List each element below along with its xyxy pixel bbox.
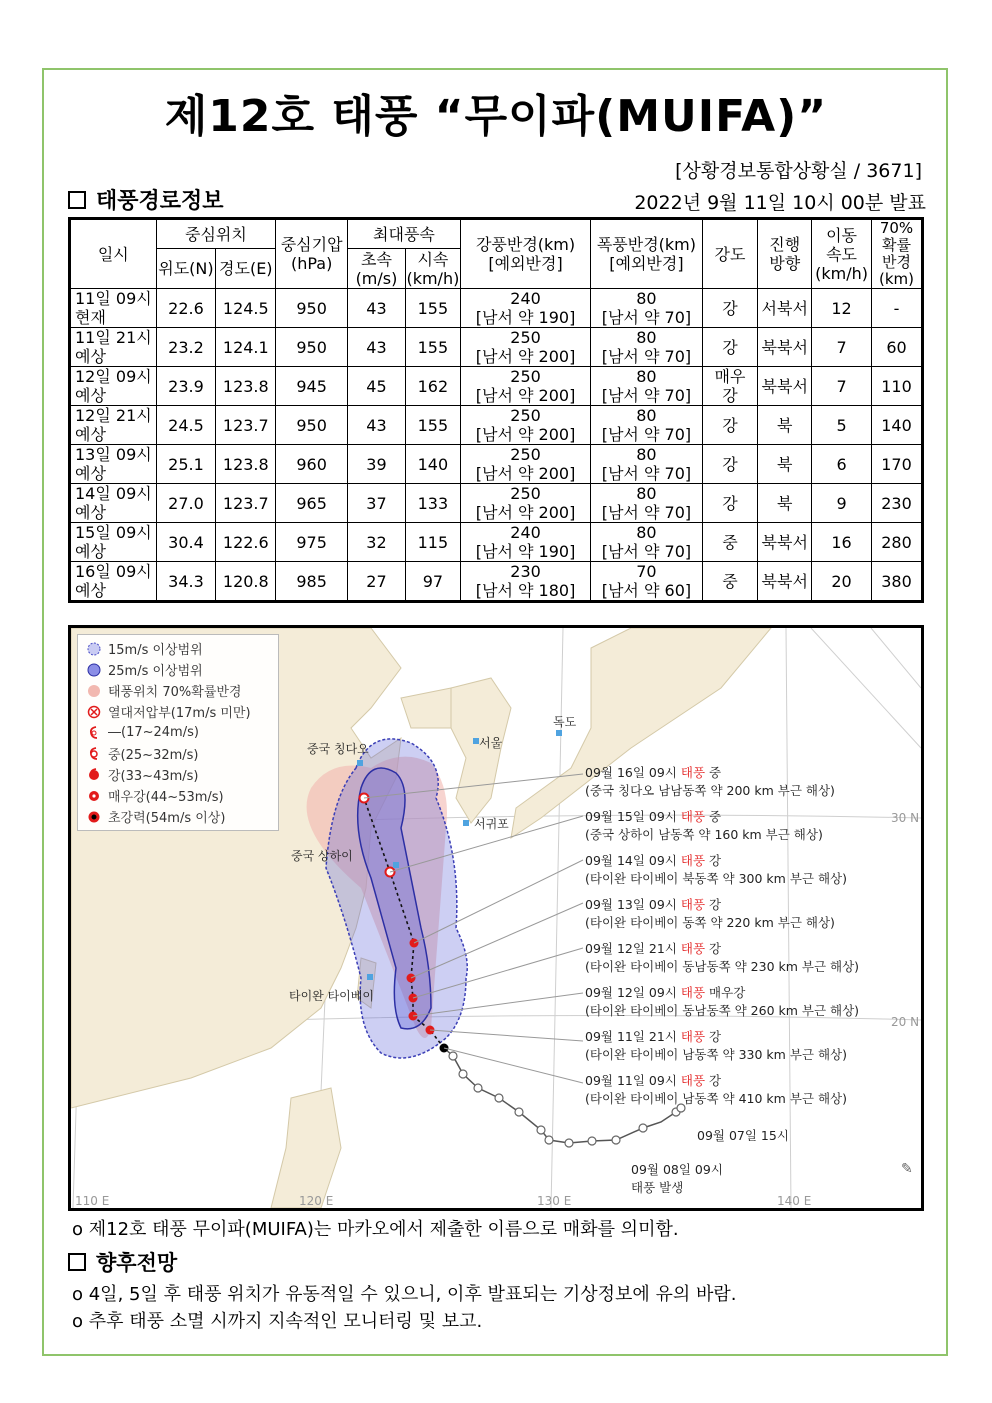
legend-label: 열대저압부(17m/s 미만): [108, 706, 251, 721]
cell-storm: 80 [남서 약 70]: [591, 328, 702, 367]
office-label: [상황경보통합상황실 / 3671]: [675, 160, 922, 182]
cell-prob: 110: [872, 367, 923, 406]
cell-int: 매우 강: [702, 367, 758, 406]
legend-item: [78, 764, 278, 785]
outlook-note-2: o 추후 태풍 소멸 시까지 지속적인 모니터링 및 보고.: [72, 1311, 483, 1332]
annotation-grade: 강: [709, 897, 722, 912]
outlook-note-1: o 4일, 5일 후 태풍 위치가 유동적일 수 있으니, 이후 발표되는 기상정보에 유의 바람.: [72, 1284, 737, 1305]
table-row: [70, 562, 923, 602]
cell-storm: 80 [남서 약 70]: [591, 445, 702, 484]
grid-140e: 140 E: [777, 1194, 812, 1208]
formed-time-label: 09월 08일 09시: [631, 1162, 723, 1177]
cell-gale: 240 [남서 약 190]: [460, 289, 590, 328]
legend-item: [78, 743, 278, 764]
cell-prob: 280: [872, 523, 923, 562]
annotation-time-value: 09월 16일 09시: [585, 765, 677, 780]
legend-item: [78, 785, 278, 806]
cell-lon: 120.8: [216, 562, 276, 602]
cell-p: 950: [276, 328, 348, 367]
cell-kmh: 140: [405, 445, 460, 484]
annotation-time: [585, 1029, 721, 1044]
cell-lon: 123.8: [216, 445, 276, 484]
north-arrow-icon: ✎: [901, 1161, 913, 1177]
grid-120e: 120 E: [299, 1194, 334, 1208]
map-legend: [77, 634, 279, 831]
cell-lon: 122.6: [216, 523, 276, 562]
cell-p: 975: [276, 523, 348, 562]
cell-dt: 11일 21시 예상: [70, 328, 157, 367]
section-track-title: 태풍경로정보: [96, 189, 224, 214]
cell-kmh: 133: [405, 484, 460, 523]
cell-dt: 14일 09시 예상: [70, 484, 157, 523]
annotation-time: [585, 1073, 721, 1088]
grid-130e: 130 E: [537, 1194, 572, 1208]
very-strong-typhoon-icon: [84, 788, 104, 804]
place-taipei: 타이완 타이베이: [289, 989, 374, 1003]
medium-typhoon-icon: [84, 746, 104, 762]
cell-dt: 11일 09시 현재: [70, 289, 157, 328]
cell-lat: 24.5: [156, 406, 216, 445]
table-row: [70, 484, 923, 523]
annotation-desc: (중국 칭다오 남남동쪽 약 200 km 부근 해상): [585, 783, 835, 798]
cell-dt: 13일 09시 예상: [70, 445, 157, 484]
legend-item: [78, 806, 278, 827]
cell-gale: 250 [남서 약 200]: [460, 445, 590, 484]
annotation-time: [585, 809, 721, 824]
annotation-grade: 강: [709, 1029, 722, 1044]
cell-p: 950: [276, 289, 348, 328]
cell-ms: 32: [348, 523, 406, 562]
header-lon: 경도(E): [216, 249, 276, 289]
cell-dt: 15일 09시 예상: [70, 523, 157, 562]
legend-item: [78, 638, 278, 659]
name-note: o 제12호 태풍 무이파(MUIFA)는 마카오에서 제출한 이름으로 매화를 의미함.: [72, 1219, 679, 1240]
cell-dir: 북북서: [758, 523, 812, 562]
cell-spd: 12: [812, 289, 872, 328]
legend-label: 강(33~43m/s): [108, 769, 199, 784]
page-title: 제12호 태풍 “무이파(MUIFA)”: [164, 91, 828, 142]
cell-gale: 250 [남서 약 200]: [460, 328, 590, 367]
cell-kmh: 155: [405, 289, 460, 328]
cell-ms: 43: [348, 328, 406, 367]
cell-dir: 서북서: [758, 289, 812, 328]
cell-lat: 34.3: [156, 562, 216, 602]
cell-spd: 20: [812, 562, 872, 602]
typhoon-track-map: [68, 625, 924, 1211]
annotation-typhoon-word: 태풍: [680, 985, 706, 1000]
annotation-desc: (타이완 타이베이 동쪽 약 220 km 부근 해상): [585, 915, 835, 930]
annotation-typhoon-word: 태풍: [680, 897, 706, 912]
cell-storm: 80 [남서 약 70]: [591, 523, 702, 562]
header-lat: 위도(N): [156, 249, 216, 289]
cell-kmh: 97: [405, 562, 460, 602]
header-kmh: 시속 (km/h): [406, 249, 460, 288]
annotation-typhoon-word: 태풍: [680, 765, 706, 780]
track-table-body: [70, 289, 923, 602]
blue-circle-icon: [84, 663, 104, 677]
table-row: [70, 289, 923, 328]
cell-p: 960: [276, 445, 348, 484]
cell-ms: 37: [348, 484, 406, 523]
table-row: [70, 328, 923, 367]
cell-dir: 북: [758, 445, 812, 484]
table-row: [70, 406, 923, 445]
cell-int: 중: [702, 523, 758, 562]
place-dokdo: 독도: [553, 715, 577, 729]
cell-prob: 140: [872, 406, 923, 445]
cell-dt: 12일 21시 예상: [70, 406, 157, 445]
cell-spd: 16: [812, 523, 872, 562]
annotation-desc: (타이완 타이베이 남동쪽 약 330 km 부근 해상): [585, 1047, 847, 1062]
place-seogwipo: 서귀포: [474, 817, 509, 831]
header-direction: 진행 방향: [758, 219, 812, 289]
annotation-desc: (타이완 타이베이 북동쪽 약 300 km 부근 해상): [585, 871, 847, 886]
annotation-desc: (중국 상하이 남동쪽 약 160 km 부근 해상): [585, 827, 823, 842]
cell-prob: 60: [872, 328, 923, 367]
legend-label: 초강력(54m/s 이상): [108, 811, 226, 826]
cell-gale: 250 [남서 약 200]: [460, 406, 590, 445]
annotation-typhoon-word: 태풍: [680, 853, 706, 868]
place-qingdao: 중국 칭다오: [307, 742, 369, 756]
annotation-time-value: 09월 12일 09시: [585, 985, 677, 1000]
header-storm: 폭풍반경(km) [예외반경]: [591, 219, 702, 289]
cell-ms: 27: [348, 562, 406, 602]
cell-int: 강: [702, 445, 758, 484]
cell-prob: 170: [872, 445, 923, 484]
cell-spd: 7: [812, 367, 872, 406]
cell-ms: 43: [348, 406, 406, 445]
super-typhoon-icon: [84, 809, 104, 825]
cell-lon: 123.7: [216, 484, 276, 523]
cell-prob: 380: [872, 562, 923, 602]
td-cross-icon: [84, 705, 104, 719]
annotation-time: [585, 765, 721, 780]
table-row: [70, 523, 923, 562]
cell-kmh: 155: [405, 328, 460, 367]
cell-storm: 80 [남서 약 70]: [591, 289, 702, 328]
header-speed: 이동 속도 (km/h): [812, 219, 872, 289]
legend-item: [78, 680, 278, 701]
cell-lon: 124.5: [216, 289, 276, 328]
legend-item: [78, 722, 278, 743]
cell-ms: 45: [348, 367, 406, 406]
legend-label: 태풍위치 70%확률반경: [108, 685, 242, 700]
cell-dir: 북: [758, 484, 812, 523]
cell-lat: 23.2: [156, 328, 216, 367]
cell-p: 950: [276, 406, 348, 445]
cell-p: 965: [276, 484, 348, 523]
header-gale: 강풍반경(km) [예외반경]: [460, 219, 590, 289]
grid-20n: 20 N: [891, 1015, 920, 1029]
cell-int: 강: [702, 328, 758, 367]
cell-int: 강: [702, 289, 758, 328]
cell-gale: 250 [남서 약 200]: [460, 367, 590, 406]
grid-110e: 110 E: [75, 1194, 110, 1208]
annotation-grade: 매우강: [709, 985, 746, 1000]
annotation-time: [585, 985, 745, 1000]
annotation-typhoon-word: 태풍: [680, 1029, 706, 1044]
annotation-grade: 중: [709, 809, 722, 824]
annotation-desc: (타이완 타이베이 동남동쪽 약 230 km 부근 해상): [585, 959, 860, 974]
cell-int: 강: [702, 484, 758, 523]
cell-dir: 북북서: [758, 562, 812, 602]
cell-spd: 6: [812, 445, 872, 484]
pink-circle-icon: [84, 684, 104, 698]
cell-p: 985: [276, 562, 348, 602]
cell-dir: 북북서: [758, 328, 812, 367]
cell-lat: 22.6: [156, 289, 216, 328]
checkbox-icon: [68, 191, 86, 209]
annotation-desc: (타이완 타이베이 남동쪽 약 410 km 부근 해상): [585, 1091, 847, 1106]
annotation-grade: 강: [709, 853, 722, 868]
cell-dir: 북북서: [758, 367, 812, 406]
formed-label: 태풍 발생: [631, 1180, 684, 1195]
cell-ms: 39: [348, 445, 406, 484]
annotation-time-value: 09월 11일 09시: [585, 1073, 677, 1088]
cell-storm: 80 [남서 약 70]: [591, 484, 702, 523]
header-prob: 70% 확률 반경 (km): [872, 219, 923, 289]
place-seoul: 서울: [479, 736, 503, 750]
section-track-heading: [68, 184, 224, 215]
table-row: [70, 445, 923, 484]
cell-lat: 23.9: [156, 367, 216, 406]
annotation-grade: 중: [709, 765, 722, 780]
legend-item: [78, 701, 278, 722]
cell-lat: 27.0: [156, 484, 216, 523]
header-pressure: 중심기압 (hPa): [276, 219, 348, 289]
section-outlook-title: 향후전망: [96, 1251, 178, 1275]
annotation-time: [585, 897, 721, 912]
cell-ms: 43: [348, 289, 406, 328]
cell-prob: -: [872, 289, 923, 328]
annotation-time-value: 09월 14일 09시: [585, 853, 677, 868]
cell-dt: 16일 09시 예상: [70, 562, 157, 602]
strong-typhoon-icon: [84, 767, 104, 783]
cell-lat: 30.4: [156, 523, 216, 562]
cell-storm: 80 [남서 약 70]: [591, 406, 702, 445]
cell-spd: 7: [812, 328, 872, 367]
annotation-typhoon-word: 태풍: [680, 941, 706, 956]
annotation-time: [585, 941, 721, 956]
weak-typhoon-icon: [84, 725, 104, 741]
cell-kmh: 155: [405, 406, 460, 445]
annotation-typhoon-word: 태풍: [680, 1073, 706, 1088]
header-ms: 초속 (m/s): [348, 249, 406, 289]
annotation-grade: 강: [709, 1073, 722, 1088]
cell-prob: 230: [872, 484, 923, 523]
cell-gale: 230 [남서 약 180]: [460, 562, 590, 602]
annotation-time-value: 09월 13일 09시: [585, 897, 677, 912]
cell-gale: 250 [남서 약 200]: [460, 484, 590, 523]
cell-lon: 123.8: [216, 367, 276, 406]
annotation-time-value: 09월 15일 09시: [585, 809, 677, 824]
cell-gale: 240 [남서 약 190]: [460, 523, 590, 562]
issued-time: 2022년 9월 11일 10시 00분 발표: [634, 192, 926, 214]
cell-int: 중: [702, 562, 758, 602]
grid-30n: 30 N: [891, 811, 920, 825]
cell-kmh: 162: [405, 367, 460, 406]
header-center: 중심위치: [156, 219, 276, 249]
header-maxwind: 최대풍속: [348, 219, 461, 249]
place-shanghai: 중국 상하이: [291, 849, 353, 863]
cell-dt: 12일 09시 예상: [70, 367, 157, 406]
annotation-time-value: 09월 12일 21시: [585, 941, 677, 956]
cell-storm: 80 [남서 약 70]: [591, 367, 702, 406]
header-intensity: 강도: [702, 219, 758, 289]
annotation-desc: (타이완 타이베이 동남동쪽 약 260 km 부근 해상): [585, 1003, 860, 1018]
dotted-circle-icon: [84, 642, 104, 656]
table-row: [70, 367, 923, 406]
cell-dir: 북: [758, 406, 812, 445]
annotation-time-value: 09월 11일 21시: [585, 1029, 677, 1044]
legend-item: [78, 659, 278, 680]
cell-kmh: 115: [405, 523, 460, 562]
legend-label: 15m/s 이상범위: [108, 643, 203, 658]
cell-lat: 25.1: [156, 445, 216, 484]
header-datetime: 일시: [70, 219, 157, 289]
legend-label: ―(17~24m/s): [108, 725, 199, 740]
past-start-label: 09월 07일 15시: [697, 1128, 789, 1143]
annotation-grade: 강: [709, 941, 722, 956]
cell-lon: 124.1: [216, 328, 276, 367]
cell-lon: 123.7: [216, 406, 276, 445]
legend-label: 25m/s 이상범위: [108, 664, 203, 679]
cell-spd: 5: [812, 406, 872, 445]
legend-label: 중(25~32m/s): [108, 748, 199, 763]
typhoon-track-table: [68, 217, 924, 603]
section-outlook-heading: [68, 1247, 177, 1277]
cell-p: 945: [276, 367, 348, 406]
cell-int: 강: [702, 406, 758, 445]
legend-label: 매우강(44~53m/s): [108, 790, 224, 805]
cell-spd: 9: [812, 484, 872, 523]
cell-storm: 70 [남서 약 60]: [591, 562, 702, 602]
annotation-time: [585, 853, 721, 868]
annotation-typhoon-word: 태풍: [680, 809, 706, 824]
checkbox-icon: [68, 1253, 86, 1271]
